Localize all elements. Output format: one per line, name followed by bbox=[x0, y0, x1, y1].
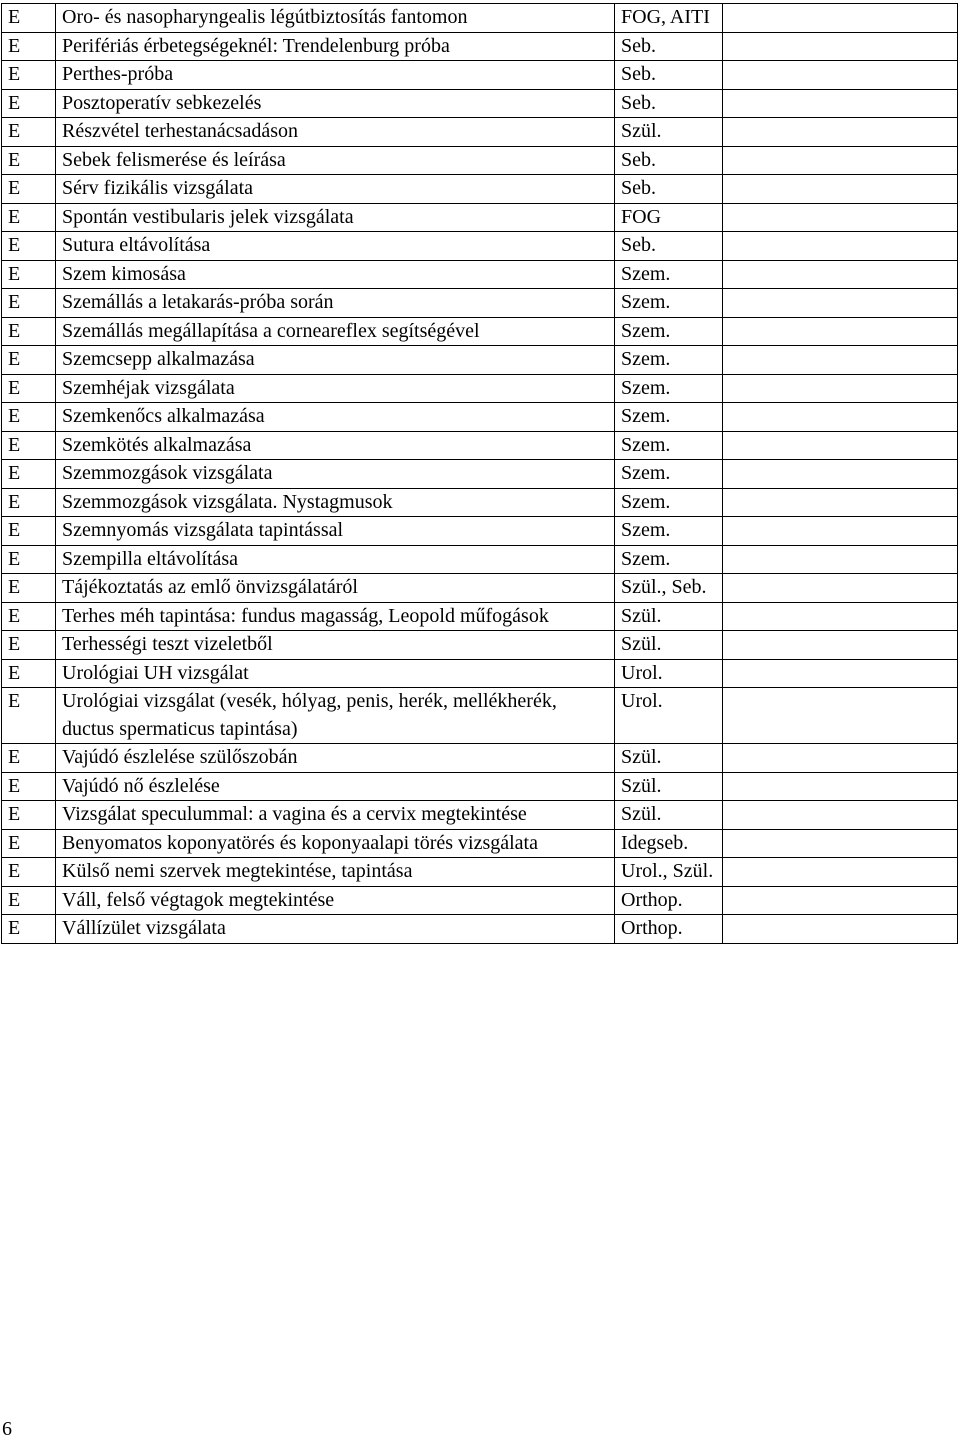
department-cell: Orthop. bbox=[615, 886, 723, 915]
department-cell: Szem. bbox=[615, 545, 723, 574]
skill-level-cell: E bbox=[2, 915, 56, 944]
table-row bbox=[2, 772, 958, 801]
table-row bbox=[2, 374, 958, 403]
skill-level-cell: E bbox=[2, 545, 56, 574]
skill-level-cell: E bbox=[2, 574, 56, 603]
skill-name-cell: Tájékoztatás az emlő önvizsgálatáról bbox=[56, 574, 615, 603]
skill-name-cell: Szempilla eltávolítása bbox=[56, 545, 615, 574]
empty-cell bbox=[723, 4, 958, 33]
department-cell: Szem. bbox=[615, 403, 723, 432]
empty-cell bbox=[723, 374, 958, 403]
empty-cell bbox=[723, 317, 958, 346]
department-cell: Seb. bbox=[615, 232, 723, 261]
department-cell: Seb. bbox=[615, 89, 723, 118]
empty-cell bbox=[723, 32, 958, 61]
table-row bbox=[2, 688, 958, 744]
table-row bbox=[2, 886, 958, 915]
skill-level-cell: E bbox=[2, 260, 56, 289]
skill-level-cell: E bbox=[2, 146, 56, 175]
skills-table bbox=[1, 3, 958, 944]
skill-name-cell: Szem kimosása bbox=[56, 260, 615, 289]
table-row bbox=[2, 32, 958, 61]
skill-name-cell: Vállízület vizsgálata bbox=[56, 915, 615, 944]
empty-cell bbox=[723, 232, 958, 261]
empty-cell bbox=[723, 89, 958, 118]
empty-cell bbox=[723, 118, 958, 147]
skill-name-cell: Szemmozgások vizsgálata bbox=[56, 460, 615, 489]
table-row bbox=[2, 260, 958, 289]
table-row bbox=[2, 545, 958, 574]
table-row bbox=[2, 232, 958, 261]
skill-name-cell: Terhes méh tapintása: fundus magasság, Leopold műfogások bbox=[56, 602, 615, 631]
table-row bbox=[2, 602, 958, 631]
empty-cell bbox=[723, 488, 958, 517]
table-row bbox=[2, 289, 958, 318]
empty-cell bbox=[723, 260, 958, 289]
empty-cell bbox=[723, 146, 958, 175]
department-cell: Szem. bbox=[615, 289, 723, 318]
department-cell: Szül. bbox=[615, 772, 723, 801]
skill-name-cell: Perthes-próba bbox=[56, 61, 615, 90]
empty-cell bbox=[723, 772, 958, 801]
table-row bbox=[2, 203, 958, 232]
empty-cell bbox=[723, 175, 958, 204]
skill-level-cell: E bbox=[2, 460, 56, 489]
skill-level-cell: E bbox=[2, 346, 56, 375]
skill-name-cell: Sérv fizikális vizsgálata bbox=[56, 175, 615, 204]
department-cell: Szül. bbox=[615, 744, 723, 773]
empty-cell bbox=[723, 346, 958, 375]
skill-name-cell: Szemnyomás vizsgálata tapintással bbox=[56, 517, 615, 546]
empty-cell bbox=[723, 203, 958, 232]
department-cell: Idegseb. bbox=[615, 829, 723, 858]
skill-name-cell: Szemcsepp alkalmazása bbox=[56, 346, 615, 375]
skill-name-cell: Váll, felső végtagok megtekintése bbox=[56, 886, 615, 915]
table-row bbox=[2, 146, 958, 175]
skill-level-cell: E bbox=[2, 801, 56, 830]
department-cell: Szem. bbox=[615, 260, 723, 289]
skill-name-cell: Külső nemi szervek megtekintése, tapintása bbox=[56, 858, 615, 887]
table-row bbox=[2, 61, 958, 90]
department-cell: Szem. bbox=[615, 431, 723, 460]
skill-level-cell: E bbox=[2, 431, 56, 460]
skill-level-cell: E bbox=[2, 89, 56, 118]
table-row bbox=[2, 4, 958, 33]
empty-cell bbox=[723, 545, 958, 574]
skill-level-cell: E bbox=[2, 517, 56, 546]
table-row bbox=[2, 488, 958, 517]
skill-level-cell: E bbox=[2, 203, 56, 232]
empty-cell bbox=[723, 61, 958, 90]
skill-name-cell: Szemmozgások vizsgálata. Nystagmusok bbox=[56, 488, 615, 517]
skill-name-cell: Spontán vestibularis jelek vizsgálata bbox=[56, 203, 615, 232]
skill-level-cell: E bbox=[2, 631, 56, 660]
department-cell: Szem. bbox=[615, 317, 723, 346]
skill-name-cell: Szemkötés alkalmazása bbox=[56, 431, 615, 460]
skill-level-cell: E bbox=[2, 488, 56, 517]
skill-name-cell: Részvétel terhestanácsadáson bbox=[56, 118, 615, 147]
skill-level-cell: E bbox=[2, 744, 56, 773]
department-cell: FOG bbox=[615, 203, 723, 232]
skill-name-cell: Perifériás érbetegségeknél: Trendelenburg próba bbox=[56, 32, 615, 61]
skill-name-cell: Terhességi teszt vizeletből bbox=[56, 631, 615, 660]
skill-name-cell: Szemállás a letakarás-próba során bbox=[56, 289, 615, 318]
empty-cell bbox=[723, 659, 958, 688]
skill-name-cell: Szemkenőcs alkalmazása bbox=[56, 403, 615, 432]
empty-cell bbox=[723, 886, 958, 915]
table-row bbox=[2, 517, 958, 546]
skill-name-cell: Vizsgálat speculummal: a vagina és a cervix megtekintése bbox=[56, 801, 615, 830]
table-row bbox=[2, 89, 958, 118]
skill-level-cell: E bbox=[2, 772, 56, 801]
skill-level-cell: E bbox=[2, 886, 56, 915]
department-cell: Szül. bbox=[615, 631, 723, 660]
table-row bbox=[2, 175, 958, 204]
department-cell: Urol., Szül. bbox=[615, 858, 723, 887]
department-cell: Urol. bbox=[615, 688, 723, 744]
department-cell: Szem. bbox=[615, 374, 723, 403]
skill-level-cell: E bbox=[2, 858, 56, 887]
empty-cell bbox=[723, 801, 958, 830]
table-row bbox=[2, 574, 958, 603]
empty-cell bbox=[723, 289, 958, 318]
table-row bbox=[2, 915, 958, 944]
department-cell: Szül. bbox=[615, 118, 723, 147]
empty-cell bbox=[723, 829, 958, 858]
skill-name-cell: Benyomatos koponyatörés és koponyaalapi törés vizsgálata bbox=[56, 829, 615, 858]
skill-name-cell: Vajúdó nő észlelése bbox=[56, 772, 615, 801]
skill-level-cell: E bbox=[2, 4, 56, 33]
department-cell: Szül. bbox=[615, 801, 723, 830]
table-row bbox=[2, 431, 958, 460]
empty-cell bbox=[723, 858, 958, 887]
department-cell: Szem. bbox=[615, 517, 723, 546]
department-cell: Szül. bbox=[615, 602, 723, 631]
skill-level-cell: E bbox=[2, 118, 56, 147]
department-cell: Seb. bbox=[615, 32, 723, 61]
skill-level-cell: E bbox=[2, 317, 56, 346]
table-row bbox=[2, 460, 958, 489]
empty-cell bbox=[723, 602, 958, 631]
skill-level-cell: E bbox=[2, 232, 56, 261]
table-row bbox=[2, 118, 958, 147]
department-cell: Seb. bbox=[615, 146, 723, 175]
department-cell: Szem. bbox=[615, 488, 723, 517]
skill-level-cell: E bbox=[2, 829, 56, 858]
empty-cell bbox=[723, 688, 958, 744]
skill-name-cell: Sutura eltávolítása bbox=[56, 232, 615, 261]
table-row bbox=[2, 858, 958, 887]
skill-level-cell: E bbox=[2, 688, 56, 744]
table-row bbox=[2, 659, 958, 688]
skill-name-cell: Sebek felismerése és leírása bbox=[56, 146, 615, 175]
skill-level-cell: E bbox=[2, 32, 56, 61]
skill-level-cell: E bbox=[2, 659, 56, 688]
skill-level-cell: E bbox=[2, 602, 56, 631]
skill-level-cell: E bbox=[2, 175, 56, 204]
empty-cell bbox=[723, 631, 958, 660]
empty-cell bbox=[723, 744, 958, 773]
table-row bbox=[2, 744, 958, 773]
skill-name-cell: Urológiai vizsgálat (vesék, hólyag, penis, herék, mellékherék, ductus spermaticus tapintása) bbox=[56, 688, 615, 744]
skill-name-cell: Posztoperatív sebkezelés bbox=[56, 89, 615, 118]
table-row bbox=[2, 801, 958, 830]
table-row bbox=[2, 403, 958, 432]
empty-cell bbox=[723, 574, 958, 603]
skill-name-cell: Oro- és nasopharyngealis légútbiztosítás fantomon bbox=[56, 4, 615, 33]
department-cell: Szül., Seb. bbox=[615, 574, 723, 603]
department-cell: Szem. bbox=[615, 460, 723, 489]
empty-cell bbox=[723, 431, 958, 460]
page-number: 6 bbox=[2, 1418, 12, 1440]
skill-level-cell: E bbox=[2, 61, 56, 90]
skill-level-cell: E bbox=[2, 289, 56, 318]
skill-name-cell: Szemhéjak vizsgálata bbox=[56, 374, 615, 403]
department-cell: Seb. bbox=[615, 61, 723, 90]
skill-level-cell: E bbox=[2, 374, 56, 403]
table-row bbox=[2, 317, 958, 346]
skills-table-body bbox=[2, 4, 958, 944]
skill-name-cell: Urológiai UH vizsgálat bbox=[56, 659, 615, 688]
skill-level-cell: E bbox=[2, 403, 56, 432]
empty-cell bbox=[723, 915, 958, 944]
department-cell: Seb. bbox=[615, 175, 723, 204]
table-row bbox=[2, 829, 958, 858]
table-row bbox=[2, 631, 958, 660]
department-cell: FOG, AITI bbox=[615, 4, 723, 33]
skill-name-cell: Szemállás megállapítása a corneareflex segítségével bbox=[56, 317, 615, 346]
empty-cell bbox=[723, 460, 958, 489]
department-cell: Urol. bbox=[615, 659, 723, 688]
skill-name-cell: Vajúdó észlelése szülőszobán bbox=[56, 744, 615, 773]
empty-cell bbox=[723, 403, 958, 432]
table-row bbox=[2, 346, 958, 375]
empty-cell bbox=[723, 517, 958, 546]
department-cell: Szem. bbox=[615, 346, 723, 375]
department-cell: Orthop. bbox=[615, 915, 723, 944]
